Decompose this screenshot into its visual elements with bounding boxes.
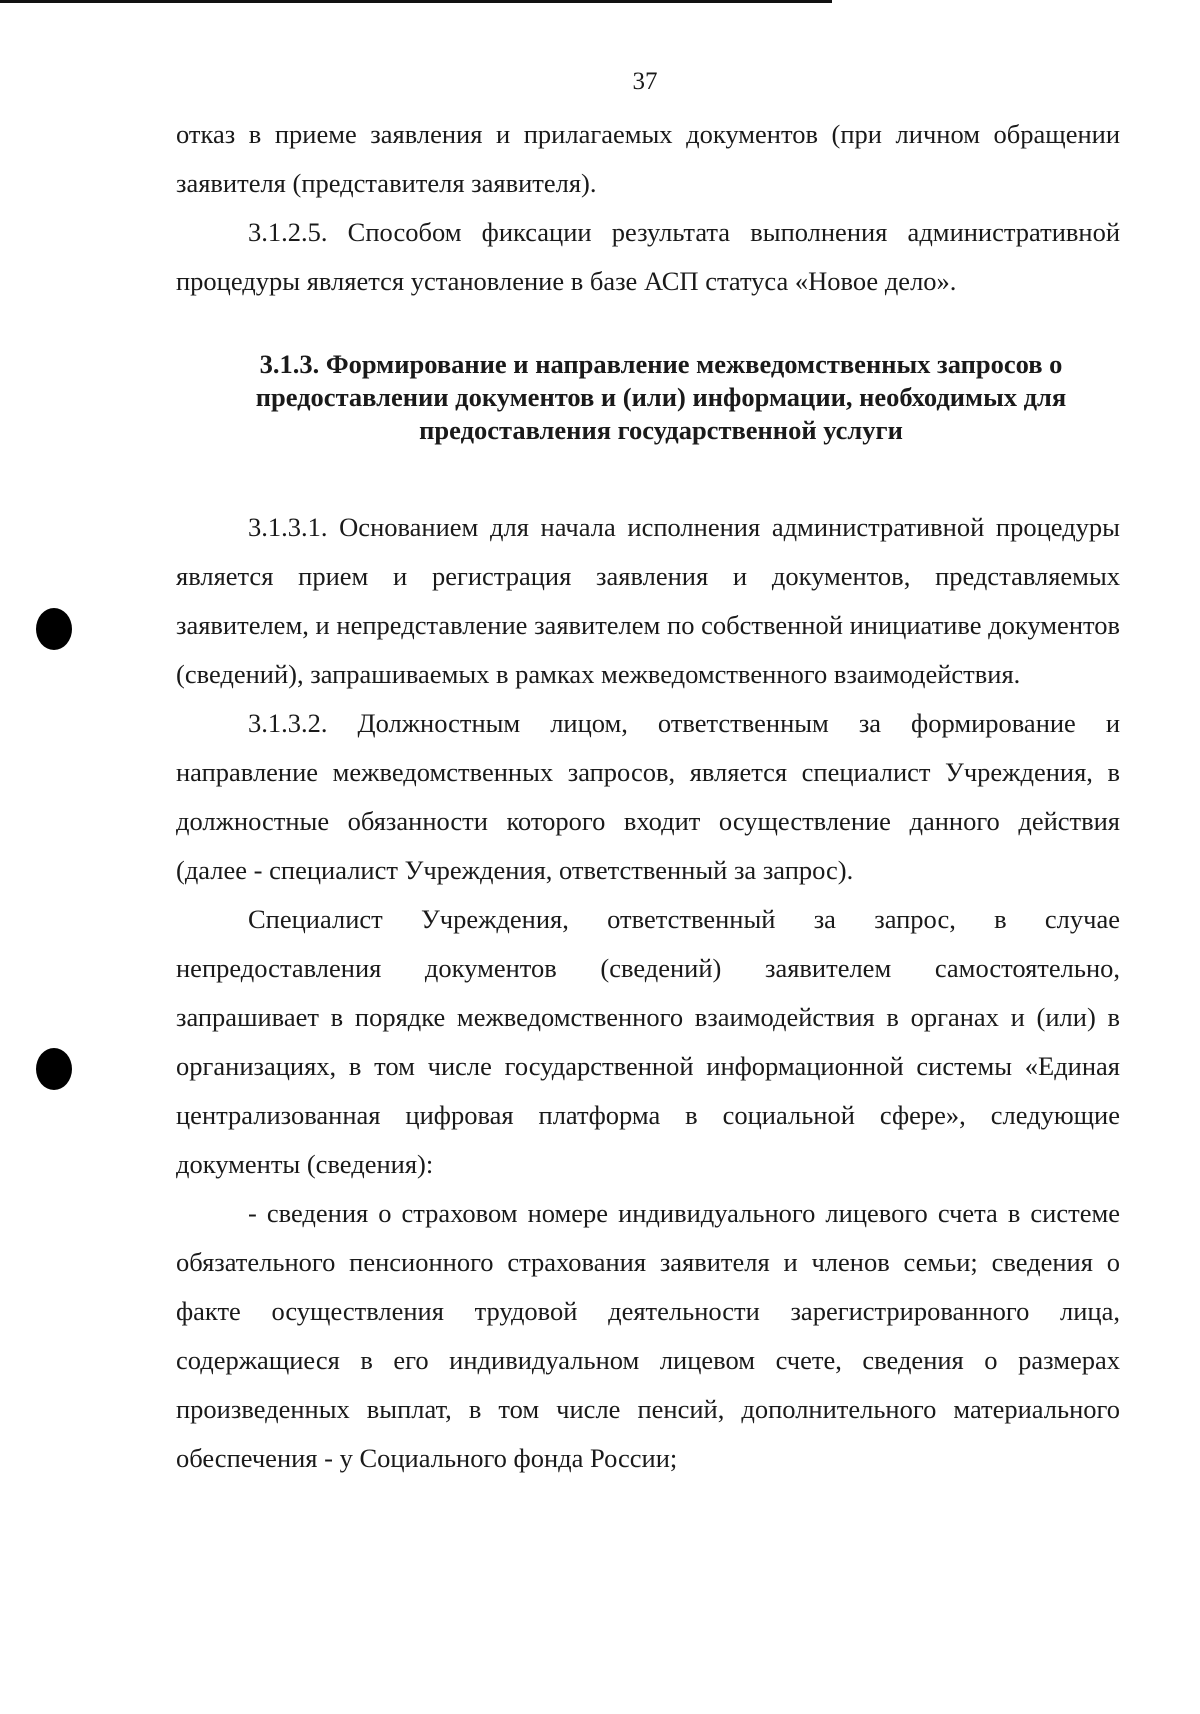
section-heading-line: предоставлении документов и (или) информации, необходимых для [255,382,1067,412]
section-heading-line: 3.1.3. Формирование и направление межведомственных запросов о [259,349,1063,379]
document-body [176,110,1120,1483]
section-heading-3-1-3 [176,348,1120,447]
page-number: 37 [632,68,658,95]
paragraph-3-1-2-5: 3.1.2.5. Способом фиксации результата выполнения административной процедуры является установление в базе АСП статуса «Новое дело». [176,217,1120,296]
spacer [176,306,1120,348]
scan-top-edge-line [0,0,832,3]
paragraph-continuation: отказ в приеме заявления и прилагаемых документов (при личном обращении заявителя (представителя заявителя). [176,119,1120,198]
paragraph-list-item-sfr: - сведения о страховом номере индивидуального лицевого счета в системе обязательного пенсионного страхования заявителя и членов семьи; сведения о факте осуществления трудовой деятельности зарегистрированного лица, содержащиеся в его индивидуальном лицевом счете, сведения о размерах произведенных выплат, в том числе пенсий, дополнительного материального обеспечения - у Социального фонда России; [176,1198,1120,1473]
paragraph-3-1-3-1: 3.1.3.1. Основанием для начала исполнения административной процедуры является прием и регистрация заявления и документов, представляемых заявителем, и непредставление заявителем по собственной инициативе документов (сведений), запрашиваемых в рамках межведомственного взаимодействия. [176,512,1120,689]
paragraph-3-1-3-2: 3.1.3.2. Должностным лицом, ответственным за формирование и направление межведомственных запросов, является специалист Учреждения, в должностные обязанности которого входит осуществление данного действия (далее - специалист Учреждения, ответственный за запрос). [176,708,1120,885]
spacer [176,447,1120,503]
section-heading-line: предоставления государственной услуги [419,415,903,445]
punch-hole-mark [36,608,72,650]
punch-hole-mark [36,1048,72,1090]
paragraph-specialist-request: Специалист Учреждения, ответственный за запрос, в случае непредоставления документов (сведений) заявителем самостоятельно, запрашивает в порядке межведомственного взаимодействия в органах и (или) в организациях, в том числе государственной информационной системы «Единая централизованная цифровая платформа в социальной сфере», следующие документы (сведения): [176,904,1120,1179]
